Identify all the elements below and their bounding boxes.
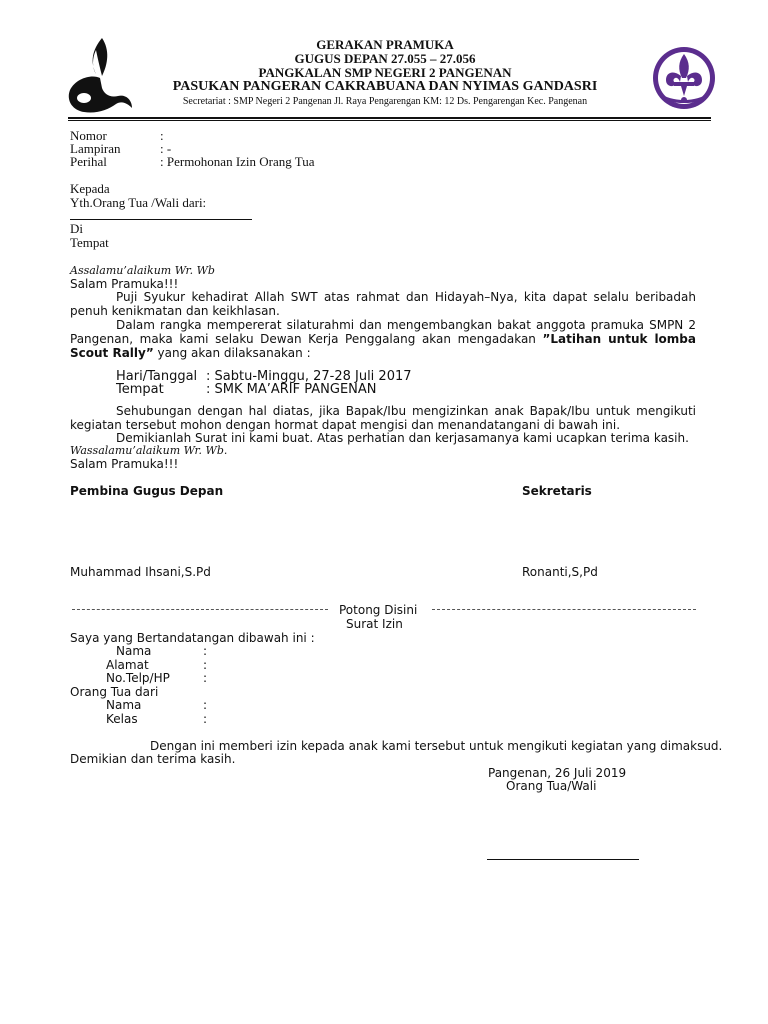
event-name: ”Latihan untuk lomba Scout Rally” (70, 332, 696, 360)
nama-label: Nama (116, 644, 152, 658)
yth: Yth.Orang Tua /Wali dari: (70, 195, 207, 210)
closing-arabic: Wassalamu’alaikum Wr. Wb. (70, 444, 228, 457)
slip-thanks: Demikian dan terima kasih. (70, 752, 236, 766)
tunas-kelapa-logo-icon (62, 34, 136, 118)
perihal-value: : Permohonan Izin Orang Tua (160, 154, 315, 169)
header-rule-thin (68, 120, 711, 121)
slip-title: Surat Izin (346, 617, 403, 631)
scout-fleur-de-lis-logo-icon (648, 42, 720, 114)
cut-line-left (72, 609, 328, 610)
nomor-value: : (160, 128, 164, 143)
name-blank-line (70, 219, 252, 220)
di: Di (70, 221, 83, 236)
paragraph-event (70, 318, 696, 360)
greeting-arabic: Assalamu’alaikum Wr. Wb (70, 264, 215, 277)
nama-anak-colon: : (203, 698, 208, 712)
sekretaris-name: Ronanti,S,Pd (522, 565, 598, 579)
kelas-colon: : (203, 712, 208, 726)
secretariat-address: Secretariat : SMP Negeri 2 Pangenan Jl. Raya Pengarengan KM: 12 Ds. Pengarengan Kec. Pangenan (182, 96, 588, 107)
paragraph-event-start: Dalam rangka mempererat silaturahmi dan mengembangkan bakat anggota pramuka SMPN 2 Pangenan, maka kami selaku Dewan Kerja Penggalang akan mengadakan (70, 318, 696, 346)
tempat-label: Tempat (116, 382, 164, 397)
permission-statement: Dengan ini memberi izin kepada anak kami tersebut untuk mengikuti kegiatan yang dimaksud. (150, 739, 723, 753)
lampiran-value: : - (160, 141, 172, 156)
hari-value: : Sabtu-Minggu, 27-28 Juli 2017 (206, 369, 412, 384)
cut-line-right (432, 609, 696, 610)
pembina-name: Muhammad Ihsani,S.Pd (70, 565, 211, 579)
perihal-label: Perihal (70, 154, 107, 169)
cut-here-label: Potong Disini (339, 603, 418, 617)
org-name: GERAKAN PRAMUKA (316, 37, 454, 52)
ortu-label: Orang Tua dari (70, 685, 159, 699)
slip-intro: Saya yang Bertandatangan dibawah ini : (70, 631, 315, 645)
slip-signer: Orang Tua/Wali (506, 779, 597, 793)
lampiran-label: Lampiran (70, 141, 121, 156)
kelas-label: Kelas (106, 712, 138, 726)
tempat-value: : SMK MA’ARIF PANGENAN (206, 382, 377, 397)
salam-pramuka-closing: Salam Pramuka!!! (70, 457, 179, 471)
pasukan: PASUKAN PANGERAN CAKRABUANA DAN NYIMAS GANDASRI (172, 79, 598, 94)
gugus-depan: GUGUS DEPAN 27.055 – 27.056 (294, 51, 476, 66)
alamat-colon: : (203, 658, 208, 672)
alamat-label: Alamat (106, 658, 149, 672)
telp-colon: : (203, 671, 208, 685)
paragraph-closing: Demikianlah Surat ini kami buat. Atas perhatian dan kerjasamanya kami ucapkan terima kasih. (116, 431, 689, 445)
nama-anak-label: Nama (106, 698, 142, 712)
salam-pramuka: Salam Pramuka!!! (70, 277, 179, 291)
paragraph-opening: Puji Syukur kehadirat Allah SWT atas rahmat dan Hidayah–Nya, kita dapat selalu beribadah penuh kenikmatan dan keikhlasan. (70, 290, 696, 318)
pembina-title: Pembina Gugus Depan (70, 484, 224, 498)
kepada: Kepada (70, 181, 110, 196)
telp-label: No.Telp/HP (106, 671, 170, 685)
nama-colon: : (203, 644, 208, 658)
hari-label: Hari/Tanggal (116, 369, 198, 384)
nomor-label: Nomor (70, 128, 107, 143)
tempat: Tempat (70, 235, 109, 250)
signature-line (487, 859, 639, 860)
sekretaris-title: Sekretaris (522, 484, 592, 498)
header-rule (68, 117, 711, 119)
paragraph-event-end: yang akan dilaksanakan : (153, 346, 311, 360)
pangkalan: PANGKALAN SMP NEGERI 2 PANGENAN (258, 65, 512, 80)
slip-date: Pangenan, 26 Juli 2019 (488, 766, 627, 780)
paragraph-request: Sehubungan dengan hal diatas, jika Bapak/Ibu mengizinkan anak Bapak/Ibu untuk mengikuti kegiatan tersebut mohon dengan hormat dapat mengisi dan menandatangani di bawah ini. (70, 404, 696, 432)
